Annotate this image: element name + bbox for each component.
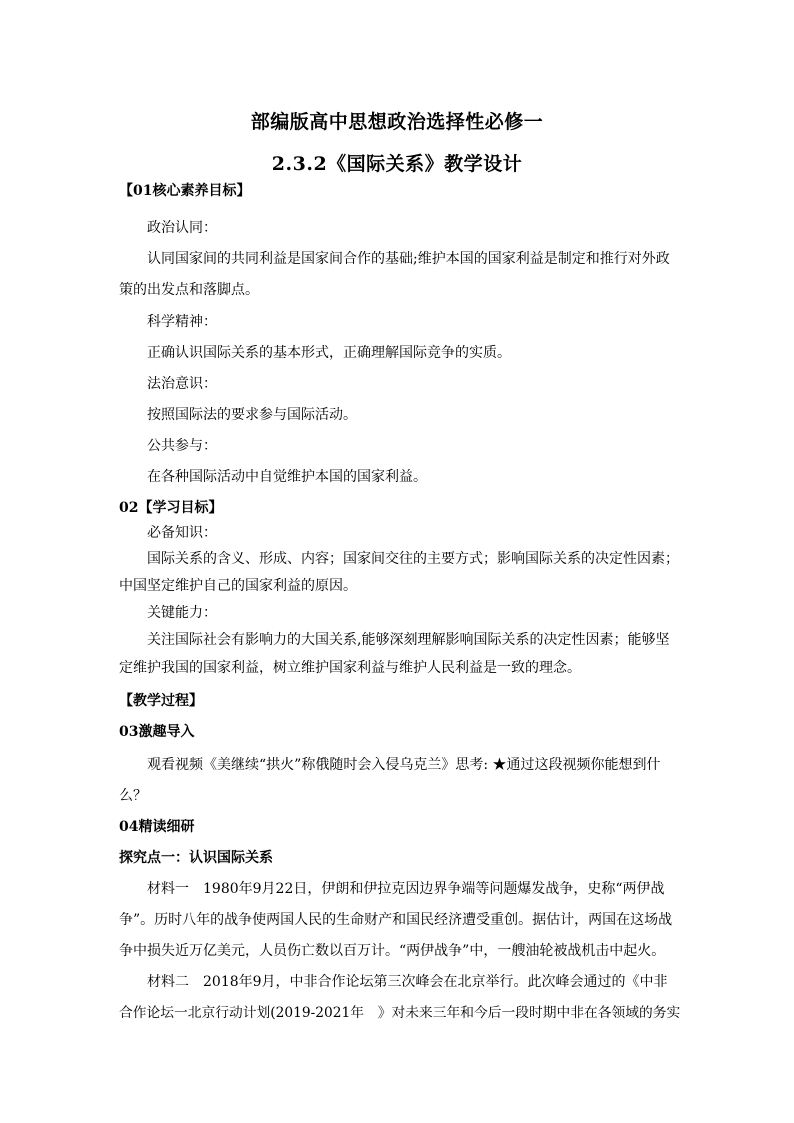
key-ability-label: 关键能力：: [147, 605, 217, 621]
material-one-line3: 争中损失近万亿美元，人员伤亡数以百万计。“两伊战争”中，一艘油轮被战机击中起火。: [119, 943, 666, 959]
warmup-text-line2: 么？: [119, 788, 147, 804]
scientific-spirit-label: 科学精神：: [147, 314, 217, 330]
political-identity-text-line2: 策的出发点和落脚点。: [119, 282, 259, 298]
section-heading-close-reading: 04精读细研: [119, 819, 195, 835]
scientific-spirit-text: 正确认识国际关系的基本形式，正确理解国际竞争的实质。: [147, 345, 511, 361]
material-one-line2: 争”。历时八年的战争使两国人民的生命财产和国民经济遭受重创。据估计，两国在这场战: [119, 912, 673, 928]
material-two-line2: 合作论坛一北京行动计划(2019-2021年 》对未来三年和今后一段时期中非在各领域的务实: [119, 1005, 681, 1021]
rule-of-law-label: 法治意识：: [147, 376, 217, 392]
political-identity-label: 政治认同：: [147, 220, 217, 236]
material-two-line1: 材料二 2018年9月，中非合作论坛第三次峰会在北京举行。此次峰会通过的《中非: [147, 974, 668, 990]
essential-knowledge-label: 必备知识：: [147, 525, 217, 541]
public-participation-text: 在各种国际活动中自觉维护本国的国家利益。: [147, 469, 427, 485]
document-title: 部编版高中思想政治选择性必修一: [250, 111, 544, 133]
section-heading-teaching-process: 【教学过程】: [119, 693, 203, 709]
section-heading-warmup: 03激趣导入: [119, 724, 195, 740]
essential-knowledge-text-line2: 中国坚定维护自己的国家利益的原因。: [119, 578, 357, 594]
political-identity-text-line1: 认同国家间的共同利益是国家间合作的基础;维护本国的国家利益是制定和推行对外政: [147, 251, 670, 267]
rule-of-law-text: 按照国际法的要求参与国际活动。: [147, 407, 357, 423]
document-subtitle: 2.3.2《国际关系》教学设计: [271, 153, 523, 175]
section-heading-core-literacy: 【01核心素养目标】: [119, 183, 251, 199]
key-ability-text-line1: 关注国际社会有影响力的大国关系,能够深刻理解影响国际关系的决定性因素；能够坚: [147, 632, 670, 648]
section-heading-learning-goals: 02【学习目标】: [119, 500, 223, 516]
warmup-text-line1: 观看视频《美继续“拱火”称俄随时会入侵乌克兰》思考: ★通过这段视频你能想到什: [147, 757, 661, 773]
essential-knowledge-text-line1: 国际关系的含义、形成、内容；国家间交往的主要方式；影响国际关系的决定性因素；: [147, 551, 679, 567]
public-participation-label: 公共参与：: [147, 438, 217, 454]
inquiry-point-one-heading: 探究点一：认识国际关系: [119, 850, 273, 866]
key-ability-text-line2: 定维护我国的国家利益，树立维护国家利益与维护人民利益是一致的理念。: [119, 660, 581, 676]
material-one-line1: 材料一 1980年9月22日，伊朗和伊拉克因边界争端等问题爆发战争，史称“两伊战: [147, 881, 665, 897]
